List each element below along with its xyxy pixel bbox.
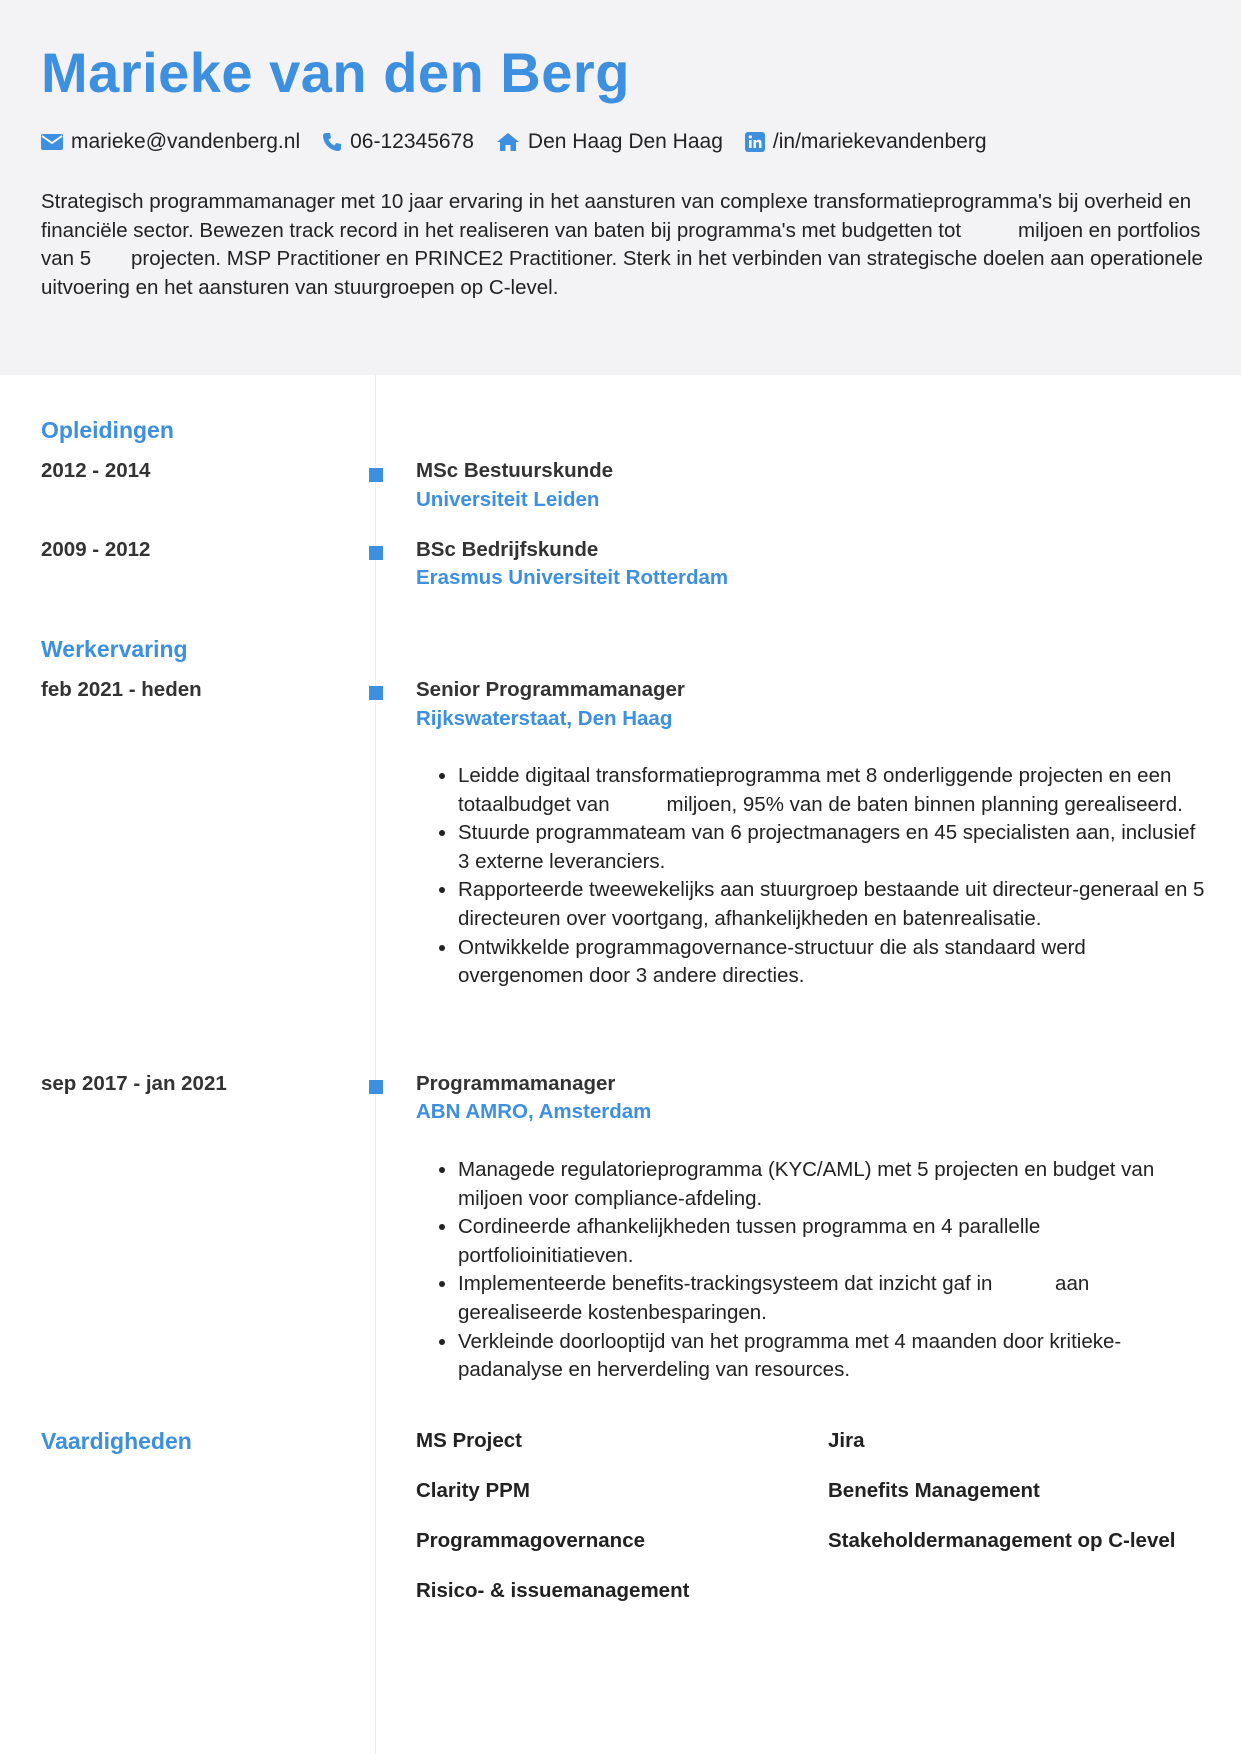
job-achievements <box>416 1156 1212 1385</box>
experience-heading: Werkervaring <box>41 636 188 662</box>
education-dates: 2009 - 2012 <box>41 538 151 561</box>
phone-icon <box>322 132 342 152</box>
linkedin-text: /in/mariekevandenberg <box>772 130 987 153</box>
job-achievements <box>416 762 1206 991</box>
job-role: Senior Programmamanager <box>416 678 685 701</box>
profile-summary: Strategisch programmamanager met 10 jaar ervaring in het aansturen van complexe transformatieprogramma's bij overheid en financiële sector. Bewezen track record in het realiseren van baten bij programma's met budgetten tot miljoen en portfolios van 5 projecten. MSP Practitioner en PRINCE2 Practitioner. Sterk in het verbinden van strategische doelen aan operationele uitvoering en het aansturen van stuurgroepen op C-level. <box>41 190 1209 299</box>
experience-dates: sep 2017 - jan 2021 <box>41 1072 227 1095</box>
envelope-icon <box>41 134 63 150</box>
achievement-item: • Leidde digitaal transformatieprogramma met 8 onderliggende projecten en een totaalbudget van miljoen, 95% van de baten binnen planning gerealiseerd. <box>458 762 1206 819</box>
header <box>0 0 1241 375</box>
skill-item: Jira <box>828 1429 865 1452</box>
skills-heading: Vaardigheden <box>41 1428 192 1454</box>
skill-item: Stakeholdermanagement op C-level <box>828 1529 1176 1552</box>
timeline-marker <box>369 686 383 700</box>
email-text: marieke@vandenberg.nl <box>71 130 301 153</box>
column-divider <box>375 375 376 1754</box>
timeline-marker <box>369 1080 383 1094</box>
contact-email[interactable] <box>41 130 300 154</box>
education-school: Erasmus Universiteit Rotterdam <box>416 566 729 589</box>
achievement-item: • Rapporteerde tweewekelijks aan stuurgroep bestaande uit directeur-generaal en 5 directeuren over voortgang, afhankelijkheden en batenrealisatie. <box>458 876 1206 933</box>
linkedin-icon <box>745 132 765 152</box>
job-company: ABN AMRO, Amsterdam <box>416 1100 652 1123</box>
achievement-item: • Managede regulatorieprogramma (KYC/AML) met 5 projecten en budget van miljoen voor compliance-afdeling. <box>458 1156 1206 1213</box>
contact-location <box>496 130 723 154</box>
home-icon <box>496 132 520 152</box>
contact-phone[interactable] <box>322 130 474 154</box>
achievement-item: • Cordineerde afhankelijkheden tussen programma en 4 parallelle portfolioinitiatieven. <box>458 1213 1206 1270</box>
contact-linkedin[interactable] <box>745 130 987 154</box>
achievement-item: • Verkleinde doorlooptijd van het programma met 4 maanden door kritieke-padanalyse en herverdeling van resources. <box>458 1328 1206 1385</box>
skill-item: MS Project <box>416 1429 522 1452</box>
skill-item: Benefits Management <box>828 1479 1040 1502</box>
skill-item: Programmagovernance <box>416 1529 646 1552</box>
experience-dates: feb 2021 - heden <box>41 678 202 701</box>
location-text: Den Haag Den Haag <box>527 130 723 153</box>
skill-item: Risico- & issuemanagement <box>416 1579 690 1602</box>
education-degree: BSc Bedrijfskunde <box>416 538 599 561</box>
contact-bar <box>41 128 1009 156</box>
job-role: Programmamanager <box>416 1072 616 1095</box>
candidate-name: Marieke van den Berg <box>41 41 630 104</box>
education-school: Universiteit Leiden <box>416 488 600 511</box>
achievement-item: • Implementeerde benefits-trackingsysteem dat inzicht gaf in aan gerealiseerde kostenbesparingen. <box>458 1270 1206 1327</box>
phone-text: 06-12345678 <box>350 130 474 153</box>
achievement-item: • Stuurde programmateam van 6 projectmanagers en 45 specialisten aan, inclusief 3 externe leveranciers. <box>458 819 1206 876</box>
education-dates: 2012 - 2014 <box>41 459 151 482</box>
education-heading: Opleidingen <box>41 417 174 443</box>
job-company: Rijkswaterstaat, Den Haag <box>416 707 673 730</box>
timeline-marker <box>369 546 383 560</box>
timeline-marker <box>369 468 383 482</box>
education-degree: MSc Bestuurskunde <box>416 459 614 482</box>
achievement-item: • Ontwikkelde programmagovernance-structuur die als standaard werd overgenomen door 3 andere directies. <box>458 934 1206 991</box>
skill-item: Clarity PPM <box>416 1479 530 1502</box>
